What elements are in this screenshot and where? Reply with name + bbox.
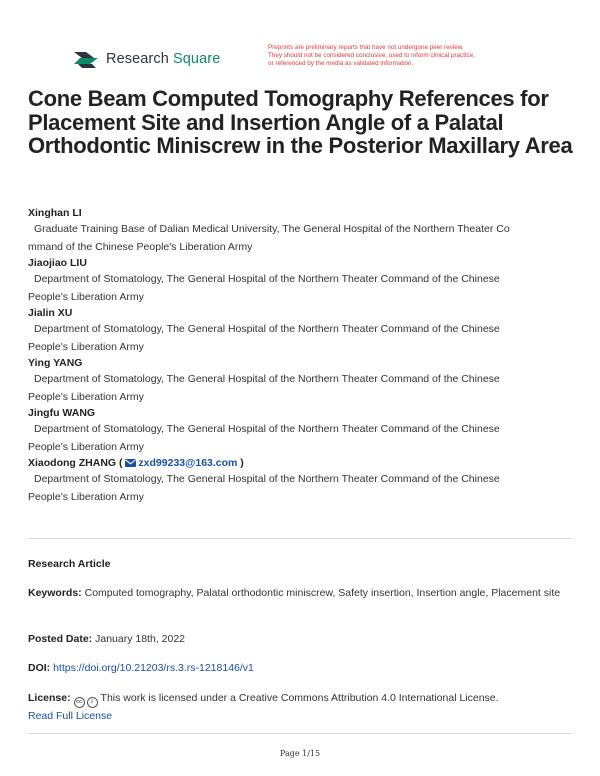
doi [28, 660, 576, 677]
author-entry [28, 256, 576, 306]
paper-title: Cone Beam Computed Tomography References for Placement Site and Insertion Angle of a Palatal Orthodontic Miniscrew in the Posterior Maxillary Area [28, 86, 573, 158]
divider [28, 733, 572, 734]
posted-date-value: January 18th, 2022 [95, 633, 186, 645]
keywords [28, 585, 576, 602]
posted-date [28, 631, 576, 648]
author-name: Jialin XU [28, 307, 73, 319]
author-email-link[interactable]: zxd99233@163.com [138, 457, 238, 469]
author-entry [28, 406, 576, 456]
author-list [28, 206, 576, 506]
author-affiliation: Department of Stomatology, The General Hospital of the Northern Theater Command of the Chinese People's Liberation Army [28, 373, 500, 403]
disclaimer-line: Preprints are preliminary reports that have not undergone peer review. [268, 44, 464, 51]
author-name: Xinghan LI [28, 207, 82, 219]
page-number: Page 1/15 [279, 749, 321, 758]
license-label: License: [28, 692, 71, 704]
by-icon: i [87, 697, 98, 708]
author-affiliation: Department of Stomatology, The General Hospital of the Northern Theater Command of the Chinese People's Liberation Army [28, 423, 500, 453]
divider [28, 538, 572, 539]
article-type: Research Article [28, 558, 111, 570]
author-name: Xiaodong ZHANG ( zxd99233@163.com ) [28, 457, 244, 469]
keywords-value: Computed tomography, Palatal orthodontic miniscrew, Safety insertion, Insertion angle, Placement site [84, 587, 561, 599]
research-square-logo[interactable] [72, 48, 220, 70]
cc-license-badge [74, 697, 98, 708]
doi-link[interactable]: https://doi.org/10.21203/rs.3.rs-1218146/v1 [53, 662, 254, 674]
author-affiliation: Department of Stomatology, The General Hospital of the Northern Theater Command of the Chinese People's Liberation Army [28, 473, 500, 503]
disclaimer-line: They should not be considered conclusive, used to inform clinical practice, [268, 52, 475, 59]
author-entry [28, 356, 576, 406]
author-affiliation: Department of Stomatology, The General Hospital of the Northern Theater Command of the Chinese People's Liberation Army [28, 323, 500, 353]
keywords-label: Keywords: [28, 587, 82, 599]
mail-icon [125, 459, 136, 467]
cc-icon: cc [74, 697, 85, 708]
author-entry [28, 456, 576, 506]
doi-label: DOI: [28, 662, 51, 674]
license [28, 690, 576, 725]
author-name: Ying YANG [28, 357, 83, 369]
research-square-logo-icon [72, 48, 100, 70]
posted-date-label: Posted Date: [28, 633, 93, 645]
license-text: This work is licensed under a Creative Commons Attribution 4.0 International License. [100, 692, 499, 704]
preprint-disclaimer [268, 44, 538, 68]
author-entry [28, 206, 576, 256]
disclaimer-line: or referenced by the media as validated information. [268, 60, 414, 67]
header [0, 44, 600, 84]
logo-text: Research Square [106, 51, 221, 67]
read-full-license-link[interactable]: Read Full License [28, 710, 113, 722]
author-name: Jiaojiao LIU [28, 257, 87, 269]
author-affiliation: Graduate Training Base of Dalian Medical University, The General Hospital of the Northern Theater Co mmand of the Chinese People's Liberation Army [28, 223, 510, 253]
author-name: Jingfu WANG [28, 407, 96, 419]
author-affiliation: Department of Stomatology, The General Hospital of the Northern Theater Command of the Chinese People's Liberation Army [28, 273, 500, 303]
author-entry [28, 306, 576, 356]
